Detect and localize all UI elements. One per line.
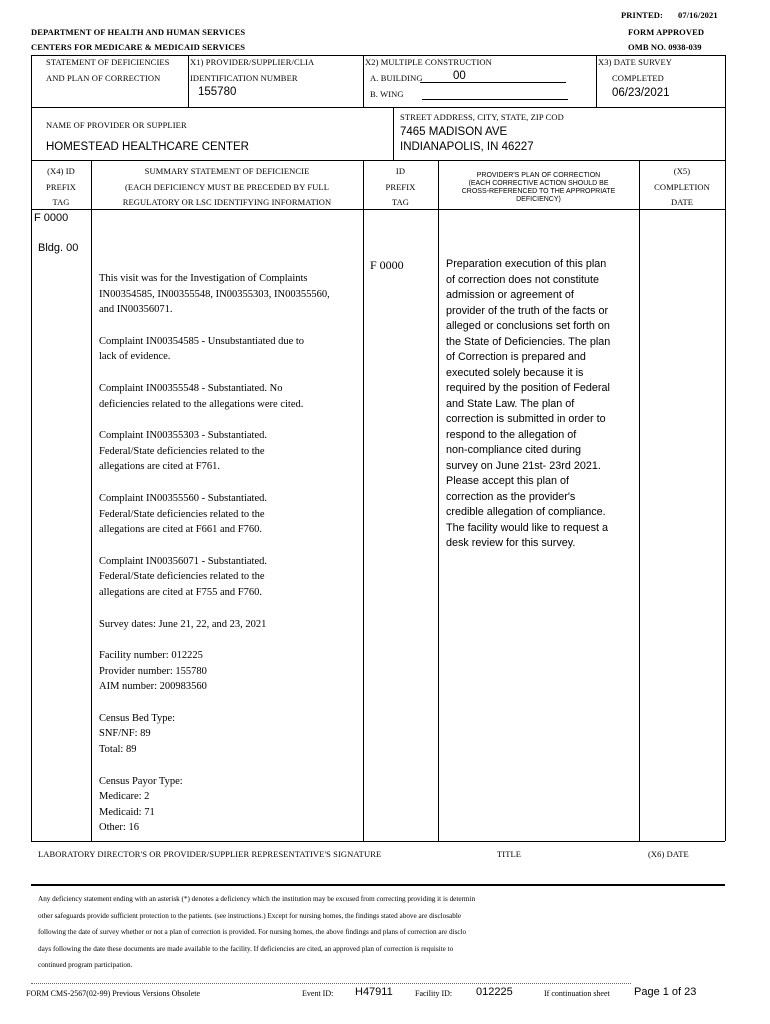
plan-line: credible allegation of compliance. — [446, 506, 606, 518]
x3-label-line1: X3) DATE SURVEY — [598, 57, 673, 67]
summary-line: Medicare: 2 — [99, 791, 150, 803]
building-value: 00 — [453, 70, 466, 82]
summary-statement — [99, 271, 361, 852]
plan-line: required by the position of Federal — [446, 382, 610, 394]
summary-line: This visit was for the Investigation of Complaints — [99, 273, 308, 284]
summary-line: Complaint IN00354585 - Unsubstantiated due to — [99, 335, 305, 347]
summary-paragraph — [99, 334, 361, 365]
summary-line: Provider number: 155780 — [99, 665, 207, 677]
x5-header-line1: (X5) — [673, 166, 691, 176]
address-line1: 7465 MADISON AVE — [400, 126, 508, 138]
summary-line: IN00354585, IN00355548, IN00355303, IN00355560, — [99, 288, 330, 300]
omb-number: OMB NO. 0938-039 — [628, 42, 702, 52]
summary-line: allegations are cited at F661 and F760. — [99, 524, 263, 536]
summary-line: SNF/NF: 89 — [99, 728, 151, 740]
footnote-line: continued program participation. — [38, 961, 133, 969]
summary-line: and IN00356071. — [99, 304, 173, 316]
x4-header-line2: PREFIX — [46, 182, 76, 192]
plan-header-line3: CROSS-REFERENCED TO THE APPROPRIATE — [461, 188, 616, 195]
plan-line: the State of Deficiencies. The plan — [446, 335, 611, 348]
plan-line: of correction does not constitute — [446, 273, 600, 286]
plan-header-line4: DEFICIENCY) — [516, 196, 561, 203]
plan-line: non-compliance cited during — [446, 444, 582, 456]
continuation-label: If continuation sheet — [544, 989, 610, 998]
plan-header-line1: PROVIDER'S PLAN OF CORRECTION — [476, 172, 601, 179]
date-label: (X6) DATE — [648, 849, 689, 859]
summary-paragraph — [99, 774, 361, 836]
summary-line: Survey dates: June 21, 22, and 23, 2021 — [99, 618, 267, 630]
plan-line: admission or agreement of — [446, 289, 574, 301]
building-label: A. BUILDING — [370, 73, 423, 83]
prefix-tag-right: F 0000 — [370, 258, 404, 272]
x2-label: X2) MULTIPLE CONSTRUCTION — [365, 57, 492, 67]
plan-header-line2: (EACH CORRECTIVE ACTION SHOULD BE — [468, 180, 609, 187]
x5-header-line3: DATE — [670, 197, 694, 207]
survey-date-value: 06/23/2021 — [612, 87, 670, 99]
summary-line: Medicaid: 71 — [99, 806, 155, 818]
summary-paragraph — [99, 617, 361, 633]
signature-label: LABORATORY DIRECTOR'S OR PROVIDER/SUPPLIER REPRESENTATIVE'S SIGNATURE — [38, 849, 382, 859]
summary-paragraph — [99, 648, 361, 695]
id-header-line3: TAG — [391, 197, 410, 207]
summary-line: Complaint IN00355560 - Substantiated. — [99, 492, 267, 504]
summary-paragraph — [99, 711, 361, 758]
facility-id-value: 012225 — [476, 986, 513, 998]
form-approved: FORM APPROVED — [628, 27, 705, 37]
summary-header-line2: (EACH DEFICIENCY MUST BE PRECEDED BY FULL — [124, 182, 330, 192]
summary-line: Complaint IN00356071 - Substantiated. — [99, 555, 267, 567]
footnote-line: Any deficiency statement ending with an asterisk (*) denotes a deficiency which the institution may be excused from correcting providing it is determin — [38, 895, 476, 903]
plan-line: correction is submitted in order to — [446, 413, 606, 425]
summary-header-line3: REGULATORY OR LSC IDENTIFYING INFORMATION — [122, 197, 332, 207]
provider-name-value: HOMESTEAD HEALTHCARE CENTER — [46, 141, 249, 153]
summary-line: Total: 89 — [99, 744, 137, 756]
summary-line: Census Payor Type: — [99, 775, 183, 787]
plan-line: The facility would like to request a — [446, 521, 609, 534]
summary-line: allegations are cited at F755 and F760. — [99, 586, 263, 598]
x1-label-line2: IDENTIFICATION NUMBER — [190, 73, 298, 83]
facility-id-label: Facility ID: — [415, 989, 453, 998]
plan-line: and State Law. The plan of — [446, 397, 575, 410]
id-header-line2: PREFIX — [385, 182, 416, 192]
address-label: STREET ADDRESS, CITY, STATE, ZIP COD — [400, 112, 564, 122]
plan-line: survey on June 21st- 23rd 2021. — [446, 459, 601, 472]
x5-header-line2: COMPLETION — [654, 182, 710, 192]
summary-line: lack of evidence. — [99, 351, 171, 363]
plan-line: executed solely because it is — [446, 366, 584, 379]
centers-title: CENTERS FOR MEDICARE & MEDICAID SERVICES — [31, 42, 246, 52]
summary-paragraph — [99, 271, 361, 318]
plan-header — [438, 172, 639, 204]
x4-header-line3: TAG — [52, 197, 70, 207]
summary-line: Federal/State deficiencies related to the — [99, 445, 265, 457]
plan-of-correction — [446, 257, 636, 552]
footnote — [38, 891, 728, 974]
footnote-line: following the date of survey whether or not a plan of correction is provided. For nursing homes, the above findings and plans of correction are disclo — [38, 928, 467, 936]
plan-line: correction as the provider's — [446, 490, 576, 503]
prefix-tag-left: F 0000 — [34, 212, 69, 224]
wing-label: B. WING — [370, 89, 404, 99]
address-line2: INDIANAPOLIS, IN 46227 — [400, 141, 534, 153]
summary-line: Complaint IN00355548 - Substantiated. No — [99, 382, 283, 394]
summary-line: Other: 16 — [99, 822, 139, 834]
plan-line: provider of the truth of the facts or — [446, 304, 609, 317]
summary-line: Complaint IN00355303 - Substantiated. — [99, 430, 267, 442]
summary-line: allegations are cited at F761. — [99, 461, 221, 473]
provider-id-value: 155780 — [198, 86, 237, 98]
plan-line: alleged or conclusions set forth on — [446, 320, 610, 332]
plan-line: Please accept this plan of — [446, 475, 570, 487]
statement-label-line1: STATEMENT OF DEFICIENCIES — [46, 57, 170, 67]
printed-date: 07/16/2021 — [678, 10, 718, 20]
summary-line: Census Bed Type: — [99, 712, 176, 724]
summary-line: Facility number: 012225 — [99, 650, 203, 662]
plan-line: respond to the allegation of — [446, 428, 577, 441]
footnote-line: other safeguards provide sufficient protection to the patients. (see instructions.) Except for nursing homes, the findings stated above are disclosable — [38, 911, 462, 920]
event-id-label: Event ID: — [302, 989, 334, 998]
summary-line: deficiencies related to the allegations were cited. — [99, 398, 304, 410]
statement-label-line2: AND PLAN OF CORRECTION — [46, 73, 161, 83]
plan-line: desk review for this survey. — [446, 537, 576, 549]
summary-paragraph — [99, 381, 361, 412]
building-tag: Bldg. 00 — [38, 242, 79, 254]
provider-name-label: NAME OF PROVIDER OR SUPPLIER — [46, 120, 187, 130]
summary-line: Federal/State deficiencies related to the — [99, 571, 265, 583]
x4-header-line1: (X4) ID — [47, 166, 75, 176]
summary-paragraph — [99, 428, 361, 475]
footnote-line: days following the date these documents are made available to the facility. If deficiencies are cited, an approved plan of correction is requisite to — [38, 944, 454, 953]
department-title: DEPARTMENT OF HEALTH AND HUMAN SERVICES — [31, 27, 246, 37]
plan-line: Preparation execution of this plan — [446, 258, 607, 270]
id-header-line1: ID — [395, 166, 406, 176]
summary-paragraph — [99, 554, 361, 601]
event-id-value: H47911 — [355, 986, 393, 998]
summary-paragraph — [99, 491, 361, 538]
page-number: Page 1 of 23 — [634, 986, 697, 998]
title-label: TITLE — [497, 849, 522, 859]
printed-label: PRINTED: — [621, 10, 663, 20]
form-number: FORM CMS-2567(02-99) Previous Versions Obsolete — [26, 989, 201, 998]
summary-line: AIM number: 200983560 — [99, 681, 207, 693]
x1-label-line1: X1) PROVIDER/SUPPLIER/CLIA — [190, 57, 315, 67]
plan-line: of Correction is prepared and — [446, 351, 586, 363]
x3-label-line2: COMPLETED — [612, 73, 664, 83]
summary-line: Federal/State deficiencies related to the — [99, 508, 265, 520]
summary-header-line1: SUMMARY STATEMENT OF DEFICIENCIE — [144, 166, 310, 176]
